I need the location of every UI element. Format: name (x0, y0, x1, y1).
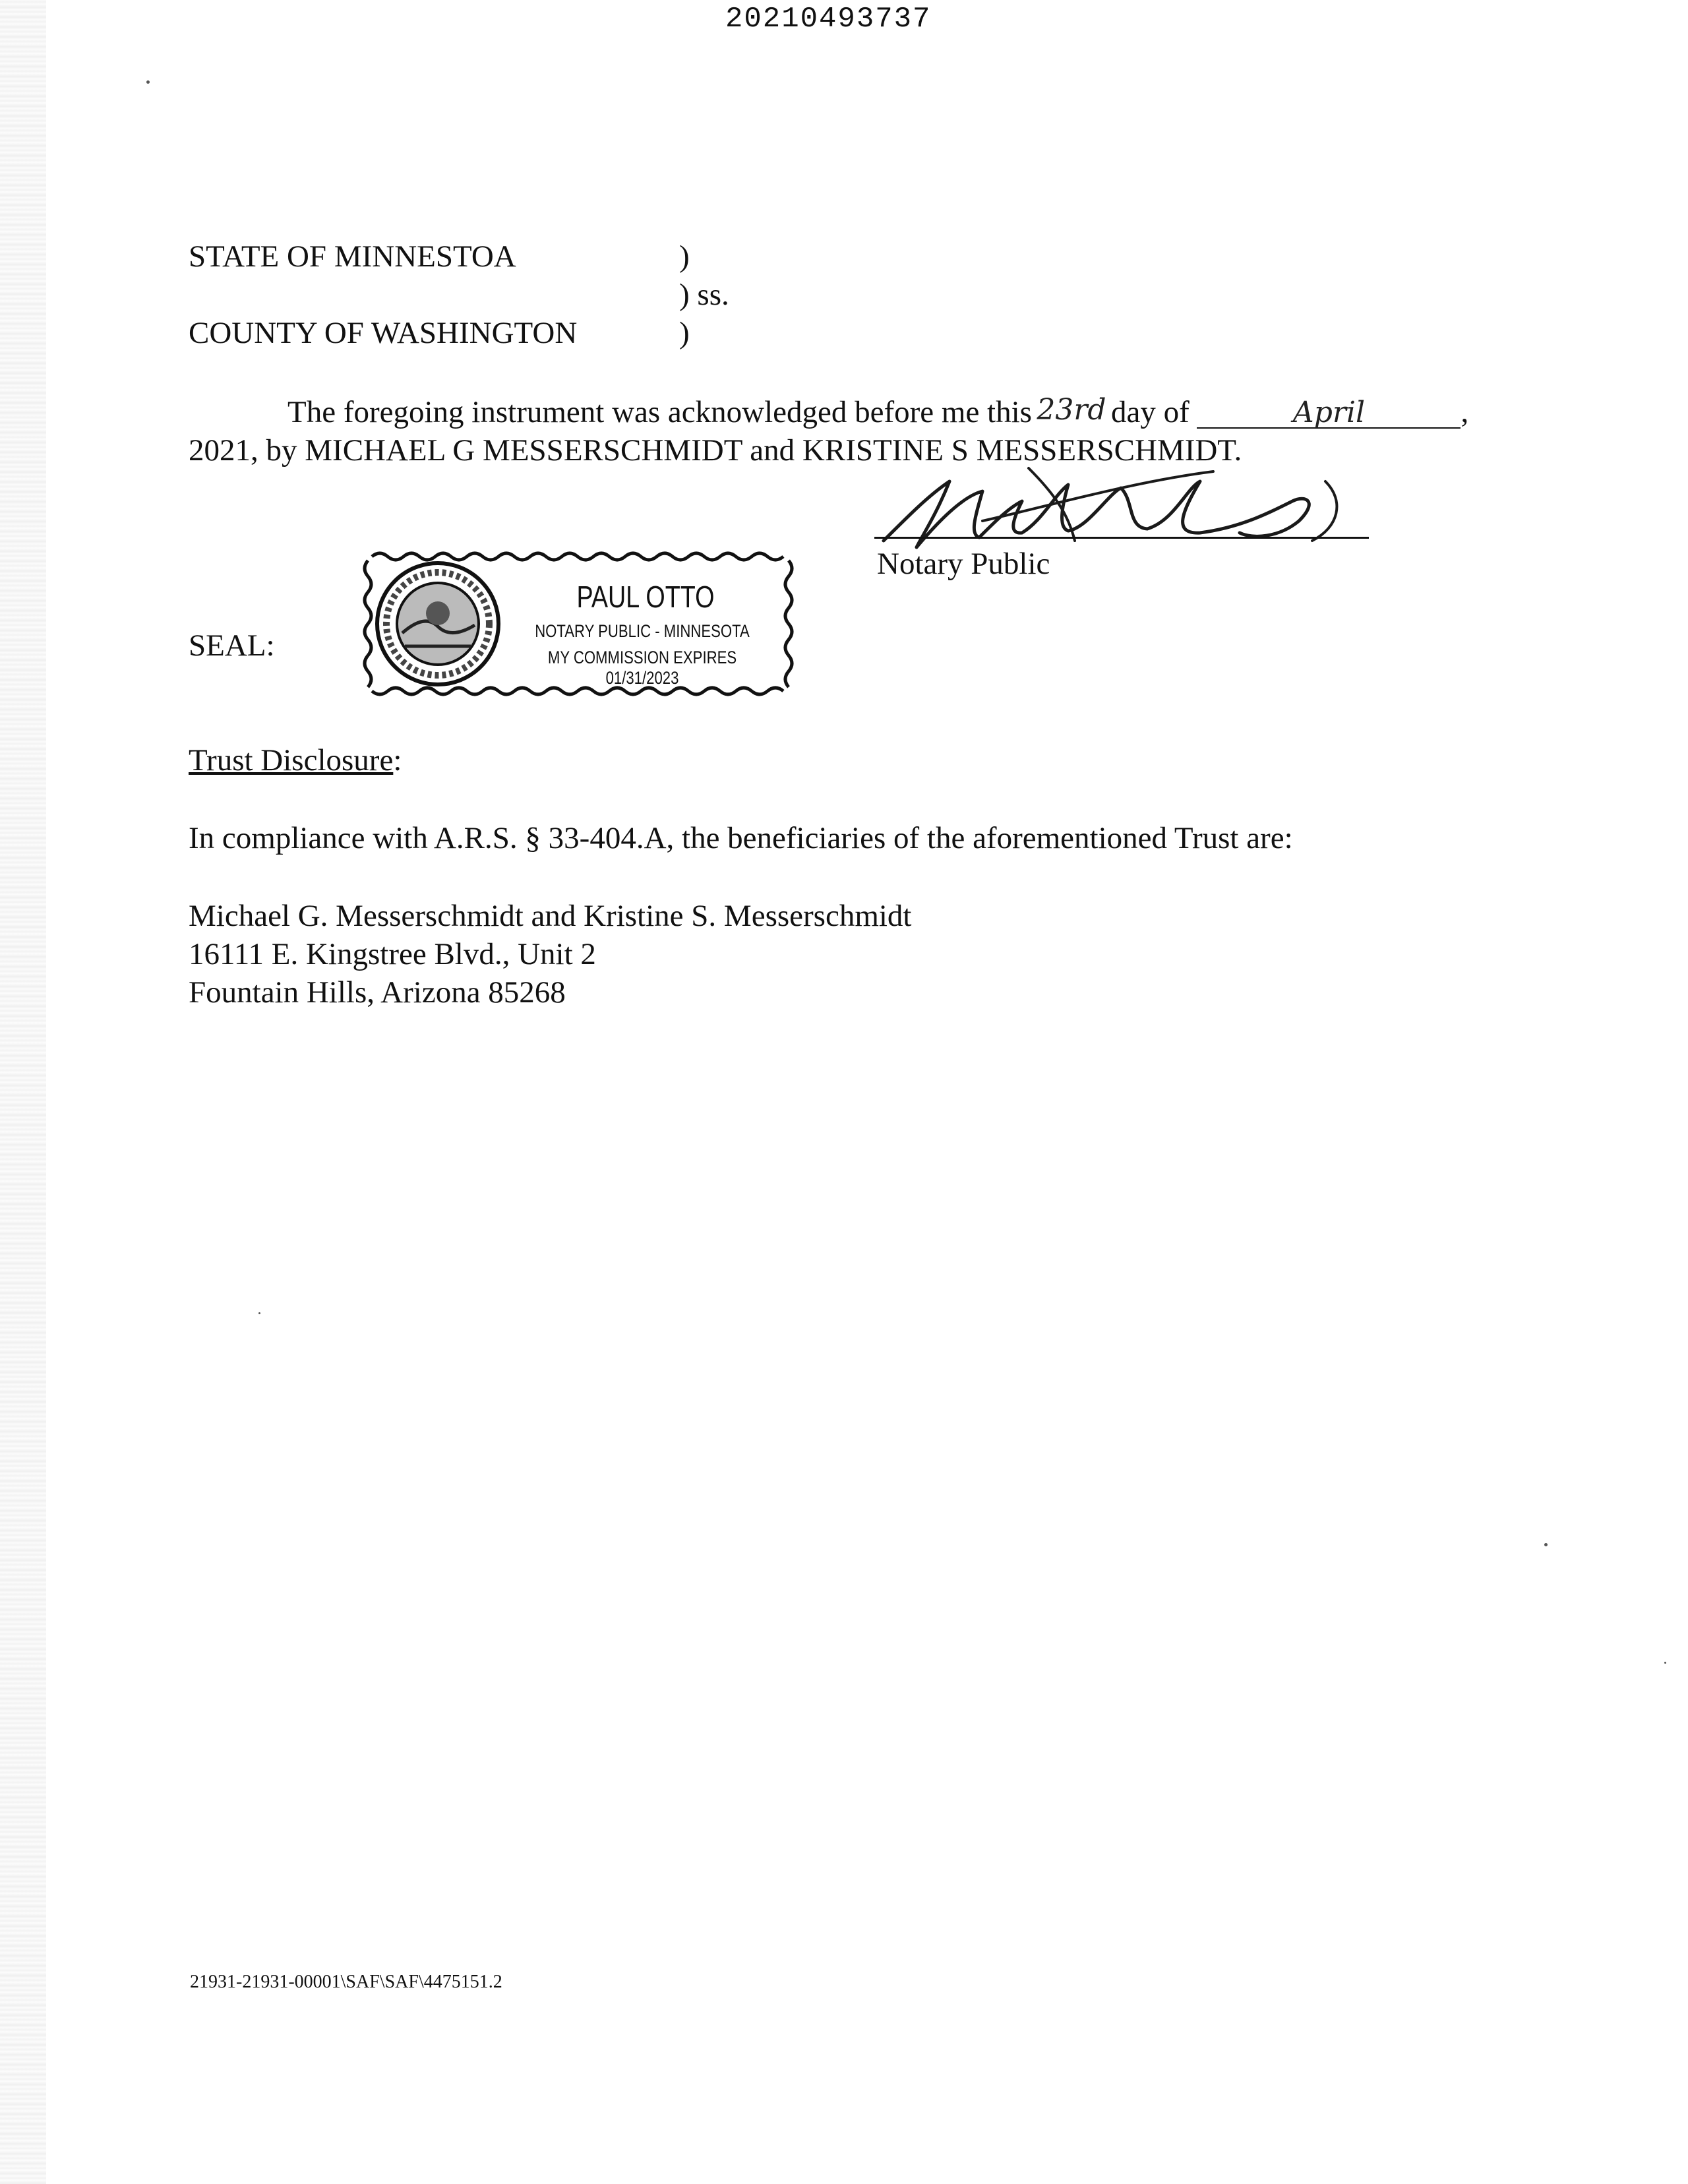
beneficiaries-address-line-2: Fountain Hills, Arizona 85268 (189, 975, 566, 1010)
signature-line (874, 537, 1369, 539)
beneficiaries-address-line-1: 16111 E. Kingstree Blvd., Unit 2 (189, 937, 596, 971)
scan-speck (258, 1312, 260, 1314)
acknowledgment-prefix: The foregoing instrument was acknowledged before me this (287, 395, 1032, 429)
stamp-notary-name: PAUL OTTO (576, 580, 715, 614)
trust-disclosure-colon: : (393, 743, 402, 777)
venue-paren-1: ) (679, 239, 690, 274)
scan-speck (1544, 1543, 1548, 1546)
handwritten-day: 23rd (1037, 393, 1106, 427)
acknowledgment-comma: , (1461, 395, 1469, 429)
venue-state: STATE OF MINNESTOA (189, 239, 516, 274)
scan-edge-artifact (0, 0, 46, 2184)
venue-paren-2: ) (679, 316, 690, 350)
stamp-notary-title: NOTARY PUBLIC - MINNESOTA (535, 621, 750, 641)
trust-disclosure-heading (189, 745, 402, 776)
stamp-commission-expiry: MY COMMISSION EXPIRES 01/31/2023 (547, 648, 737, 688)
acknowledgment-line-2: 2021, by MICHAEL G MESSERSCHMIDT and KRISTINE S MESSERSCHMIDT. (189, 433, 1242, 468)
venue-county: COUNTY OF WASHINGTON (189, 316, 578, 350)
scan-speck (146, 80, 150, 84)
acknowledgment-line-1 (287, 393, 1469, 429)
state-seal-emblem (377, 563, 498, 684)
trust-disclosure-statement: In compliance with A.R.S. § 33-404.A, the beneficiaries of the aforementioned Trust are: (189, 821, 1293, 855)
file-reference: 21931-21931-00001\SAF\SAF\4475151.2 (190, 1972, 502, 1992)
trust-disclosure-title: Trust Disclosure (189, 743, 394, 777)
seal-label: SEAL: (189, 628, 275, 663)
beneficiaries-names: Michael G. Messerschmidt and Kristine S. Messerschmidt (189, 899, 912, 933)
notary-stamp (359, 547, 800, 700)
recording-number: 20210493737 (725, 3, 932, 36)
venue-ss: ) ss. (679, 278, 729, 312)
acknowledgment-day-of: day of (1110, 395, 1190, 429)
notary-public-label: Notary Public (877, 547, 1050, 581)
notary-signature (870, 455, 1372, 561)
scan-speck (1664, 1662, 1666, 1664)
handwritten-month: April (1197, 398, 1461, 429)
